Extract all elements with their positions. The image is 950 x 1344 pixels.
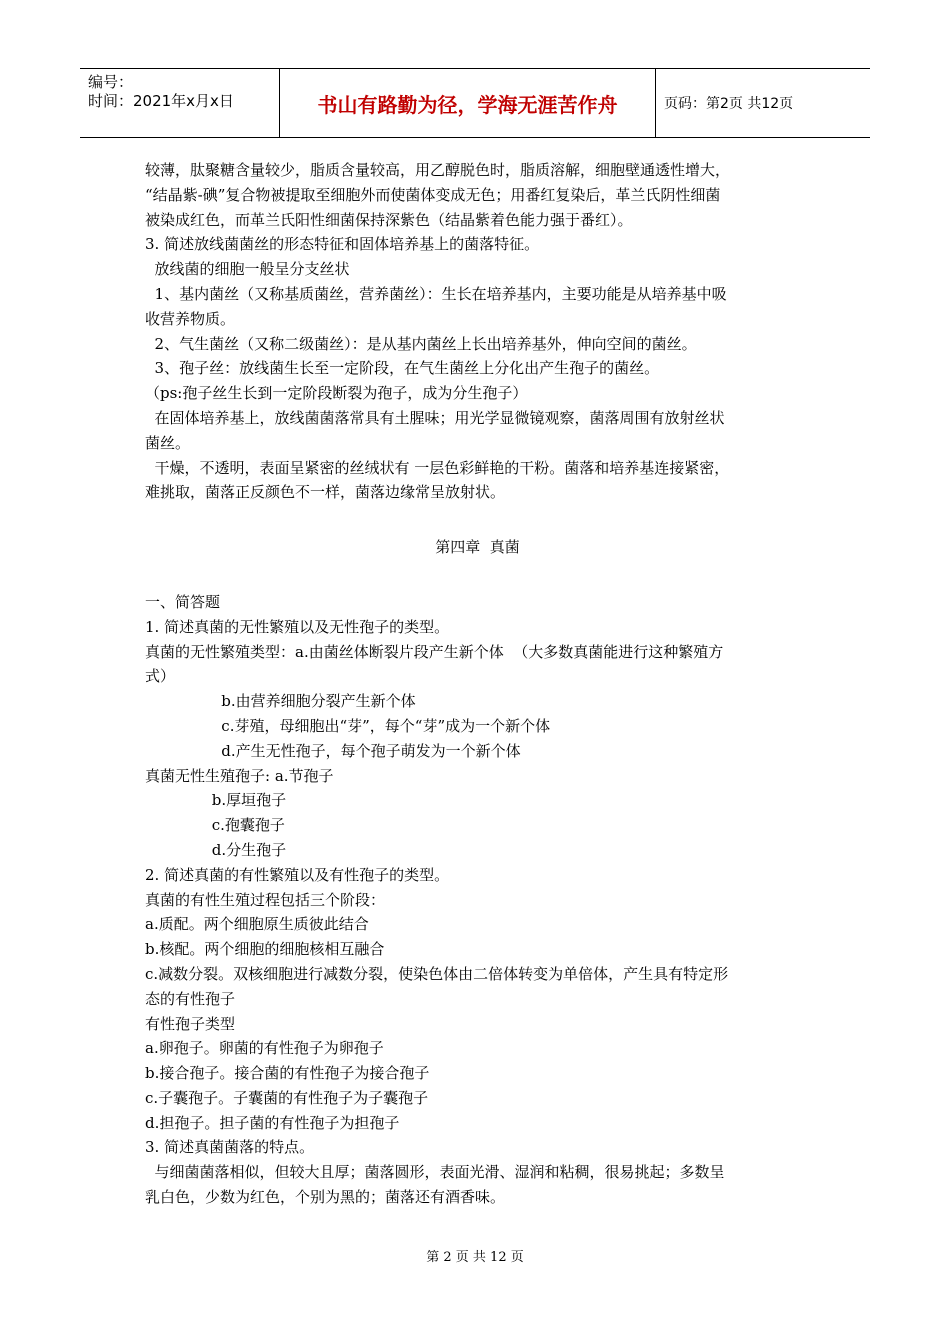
header-motto: 书山有路勤为径，学海无涯苦作舟 [280,69,656,137]
text-line: 干燥，不透明，表面呈紧密的丝绒状有 一层色彩鲜艳的干粉。菌落和培养基连接紧密， [145,458,730,477]
text-line: c.减数分裂。双核细胞进行减数分裂，使染色体由二倍体转变为单倍体，产生具有特定形 [145,964,729,983]
text-line: 菌丝。 [145,433,191,452]
text-line: 真菌的有性生殖过程包括三个阶段： [145,890,386,909]
text-line: a.卵孢子。卵菌的有性孢子为卵孢子 [145,1039,384,1058]
page-header [80,68,870,138]
text-line: 收营养物质。 [145,309,236,328]
question-heading: 3. 简述真菌菌落的特点。 [145,1138,315,1157]
text-line: 3、孢子丝：放线菌生长至一定阶段，在气生菌丝上分化出产生孢子的菌丝。 [145,359,660,378]
text-line: 放线菌的细胞一般呈分支丝状 [145,260,350,279]
question-heading: 1. 简述真菌的无性繁殖以及无性孢子的类型。 [145,617,450,636]
header-meta [80,69,280,137]
text-line: 有性孢子类型 [145,1014,236,1033]
text-line: 式） [145,667,176,686]
chapter-title: 第四章 真菌 [435,538,520,557]
text-line: “结晶紫-碘”复合物被提取至细胞外而使菌体变成无色；用番红复染后，革兰氏阴性细菌 [145,185,721,204]
text-line: 乳白色，少数为红色，个别为黑的；菌落还有酒香味。 [145,1188,506,1207]
text-line: 1、基内菌丝（又称基质菌丝，营养菌丝）：生长在培养基内，主要功能是从培养基中吸 [145,284,727,303]
text-line: a.质配。两个细胞原生质彼此结合 [145,915,369,934]
question-heading: 3. 简述放线菌菌丝的形态特征和固体培养基上的菌落特征。 [145,235,540,254]
text-line: d.担孢子。担子菌的有性孢子为担孢子 [145,1113,400,1132]
text-line: d.分生孢子 [145,840,287,859]
text-line: （ps:孢子丝生长到一定阶段断裂为孢子，成为分生孢子） [145,384,528,403]
time-label: 时间：2021年x月x日 [88,92,234,110]
text-line: d.产生无性孢子，每个孢子萌发为一个新个体 [145,741,521,760]
text-line: 在固体培养基上，放线菌菌落常具有土腥味；用光学显微镜观察，菌落周围有放射丝状 [145,408,725,427]
section-heading: 一、简答题 [145,592,221,611]
text-line: 被染成红色，而革兰氏阳性细菌保持深紫色（结晶紫着色能力强于番红）。 [145,210,633,229]
text-line: 与细菌菌落相似，但较大且厚；菌落圆形，表面光滑、湿润和粘稠，很易挑起；多数呈 [145,1163,725,1182]
text-line: 2、气生菌丝（又称二级菌丝）：是从基内菌丝上长出培养基外，伸向空间的菌丝。 [145,334,697,353]
text-line: 态的有性孢子 [145,989,236,1008]
text-line: 难挑取，菌落正反颜色不一样，菌落边缘常呈放射状。 [145,483,506,502]
text-line: c.芽殖，母细胞出“芽”，每个“芽”成为一个新个体 [145,716,551,735]
question-heading: 2. 简述真菌的有性繁殖以及有性孢子的类型。 [145,865,450,884]
page-footer: 第 2 页 共 12 页 [426,1250,524,1265]
text-line: 真菌的无性繁殖类型：a.由菌丝体断裂片段产生新个体 （大多数真菌能进行这种繁殖方 [145,642,724,661]
text-line: c.子囊孢子。子囊菌的有性孢子为子囊孢子 [145,1088,429,1107]
document-body [145,158,810,1210]
text-line: b.核配。两个细胞的细胞核相互融合 [145,940,385,959]
text-line: b.由营养细胞分裂产生新个体 [145,692,416,711]
text-line: 较薄，肽聚糖含量较少，脂质含量较高，用乙醇脱色时，脂质溶解，细胞壁通透性增大， [145,161,731,179]
number-label: 编号： [88,73,134,91]
header-page-info: 页码：第2页 共12页 [664,96,794,112]
text-line: c.孢囊孢子 [145,816,285,835]
text-line: b.厚垣孢子 [145,791,287,810]
text-line: b.接合孢子。接合菌的有性孢子为接合孢子 [145,1064,430,1083]
text-line: 真菌无性生殖孢子: a.节孢子 [145,766,334,785]
